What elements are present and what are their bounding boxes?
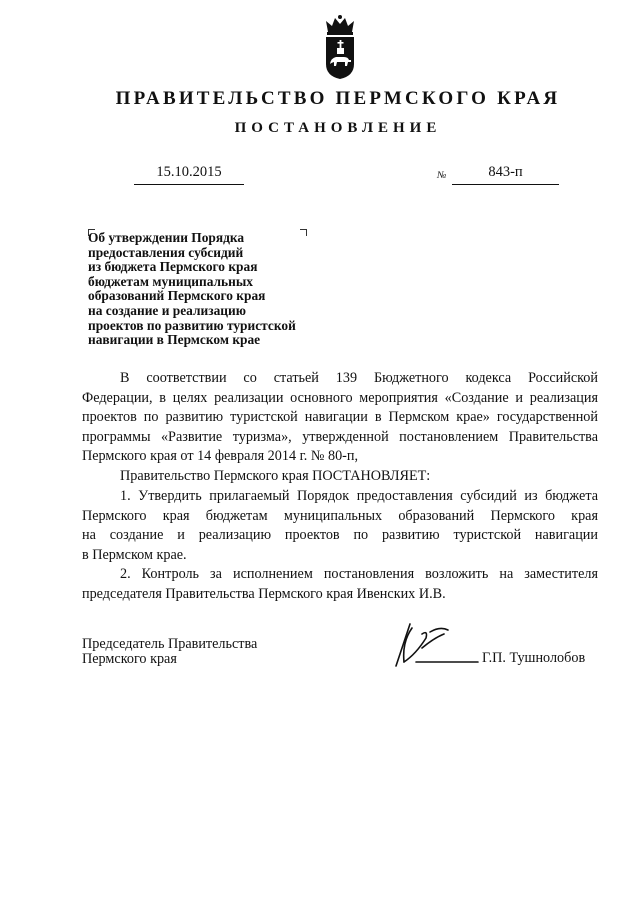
document-type: ПОСТАНОВЛЕНИЕ bbox=[234, 120, 442, 136]
paragraph-line: В соответствии со статьей 139 Бюджетного кодекса Российской bbox=[120, 370, 598, 386]
paragraph-line: программы «Развитие туризма», утвержденной постановлением Правительства bbox=[82, 428, 598, 445]
paragraph-line: 1. Утвердить прилагаемый Порядок предоставления субсидий из бюджета bbox=[120, 488, 598, 504]
signer-title-line: Пермского края bbox=[82, 651, 177, 667]
resolution-clause bbox=[82, 467, 598, 487]
subject-line: предоставления субсидий bbox=[88, 244, 244, 260]
subject-line: на создание и реализацию bbox=[88, 302, 246, 318]
paragraph-line: председателя Правительства Пермского края Ивенских И.В. bbox=[82, 585, 446, 602]
paragraph-line: Пермского края бюджетам муниципальных образований Пермского края bbox=[82, 507, 598, 524]
item-1-paragraph bbox=[82, 487, 598, 565]
signer-title bbox=[82, 637, 257, 667]
signer-name: Г.П. Тушнолобов bbox=[482, 650, 586, 666]
paragraph-line: Федерации, в целях реализации основного мероприятия «Создание и реализация bbox=[82, 389, 598, 406]
subject-line: из бюджета Пермского края bbox=[88, 259, 258, 275]
signature-icon bbox=[382, 618, 482, 670]
document-date: 15.10.2015 bbox=[156, 164, 222, 180]
preamble-paragraph bbox=[82, 369, 598, 467]
number-sign: № bbox=[437, 170, 447, 181]
paragraph-line: в Пермском крае. bbox=[82, 546, 187, 563]
subject-line: Об утверждении Порядка bbox=[88, 230, 245, 245]
paragraph-line: 2. Контроль за исполнением постановления возложить на заместителя bbox=[120, 566, 598, 582]
coat-of-arms-icon bbox=[322, 14, 358, 80]
paragraph-line: Правительство Пермского края ПОСТАНОВЛЯЕТ: bbox=[120, 468, 431, 484]
subject-line: навигации в Пермском крае bbox=[88, 332, 261, 348]
subject-line: образований Пермского края bbox=[88, 288, 266, 304]
subject-line: бюджетам муниципальных bbox=[88, 273, 253, 289]
organization-title: ПРАВИТЕЛЬСТВО ПЕРМСКОГО КРАЯ bbox=[115, 88, 561, 109]
paragraph-line: проектов по развитию туристской навигации в Пермском крае» государственной bbox=[82, 409, 598, 426]
signer-title-line: Председатель Правительства bbox=[82, 636, 258, 652]
item-2-paragraph bbox=[82, 565, 598, 604]
paragraph-line: Пермского края от 14 февраля 2014 г. № 80-п, bbox=[82, 448, 359, 465]
document-number: 843-п bbox=[488, 164, 523, 180]
paragraph-line: на создание и реализацию проектов по развитию туристской навигации bbox=[82, 527, 598, 544]
document-subject bbox=[88, 231, 333, 348]
subject-line: проектов по развитию туристской bbox=[88, 317, 296, 333]
